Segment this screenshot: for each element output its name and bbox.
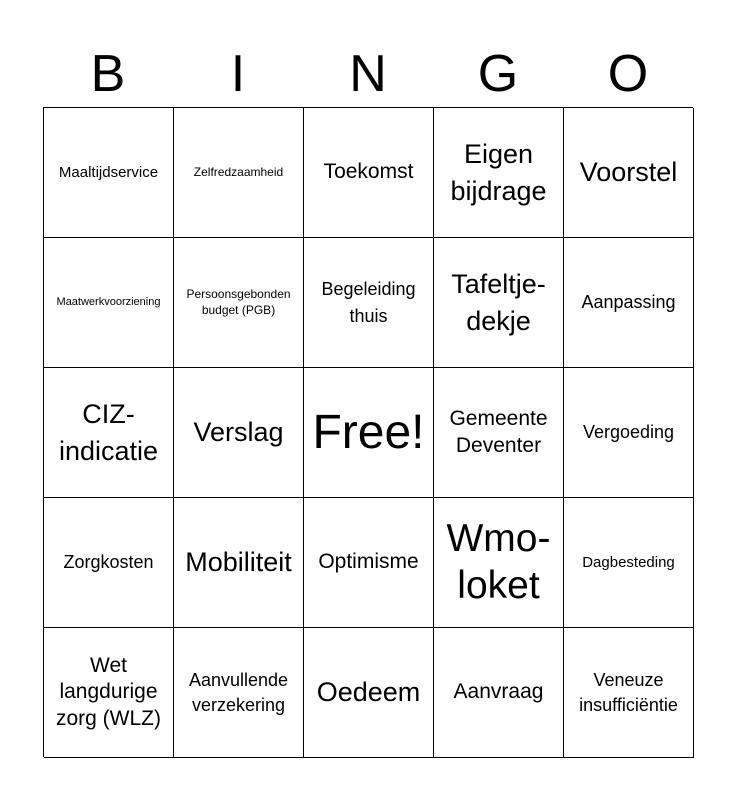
bingo-cell[interactable]: Vergoeding bbox=[564, 368, 694, 498]
bingo-cell[interactable]: Tafeltje-dekje bbox=[434, 238, 564, 368]
bingo-cell[interactable]: Toekomst bbox=[304, 108, 434, 238]
bingo-cell[interactable]: Persoonsgebonden budget (PGB) bbox=[174, 238, 304, 368]
bingo-cell[interactable]: Zelfredzaamheid bbox=[174, 108, 304, 238]
bingo-cell[interactable]: Eigen bijdrage bbox=[434, 108, 564, 238]
bingo-cell[interactable]: Dagbesteding bbox=[564, 498, 694, 628]
bingo-cell[interactable]: Voorstel bbox=[564, 108, 694, 238]
free-space-cell: Free! bbox=[304, 368, 434, 498]
bingo-cell[interactable]: Aanvullende verzekering bbox=[174, 628, 304, 758]
bingo-cell[interactable]: Veneuze insufficiëntie bbox=[564, 628, 694, 758]
bingo-cell[interactable]: Maaltijdservice bbox=[44, 108, 174, 238]
bingo-cell[interactable]: Optimisme bbox=[304, 498, 434, 628]
bingo-cell[interactable]: Mobiliteit bbox=[174, 498, 304, 628]
bingo-cell[interactable]: Aanvraag bbox=[434, 628, 564, 758]
header-letter-n: N bbox=[349, 45, 387, 103]
bingo-cell[interactable]: Aanpassing bbox=[564, 238, 694, 368]
bingo-card-grid bbox=[43, 107, 693, 757]
header-letter-i: I bbox=[230, 45, 246, 103]
bingo-cell[interactable]: CIZ-indicatie bbox=[44, 368, 174, 498]
bingo-header bbox=[43, 40, 693, 108]
bingo-cell[interactable]: Verslag bbox=[174, 368, 304, 498]
bingo-cell[interactable]: Wet langdurige zorg (WLZ) bbox=[44, 628, 174, 758]
bingo-cell[interactable]: Oedeem bbox=[304, 628, 434, 758]
bingo-cell[interactable]: Gemeente Deventer bbox=[434, 368, 564, 498]
header-letter-g: G bbox=[477, 45, 519, 103]
header-letter-o: O bbox=[607, 45, 649, 103]
bingo-cell[interactable]: Maatwerkvoorziening bbox=[44, 238, 174, 368]
bingo-cell[interactable]: Begeleiding thuis bbox=[304, 238, 434, 368]
bingo-cell[interactable]: Wmo-loket bbox=[434, 498, 564, 628]
header-letter-b: B bbox=[90, 45, 126, 103]
bingo-cell[interactable]: Zorgkosten bbox=[44, 498, 174, 628]
